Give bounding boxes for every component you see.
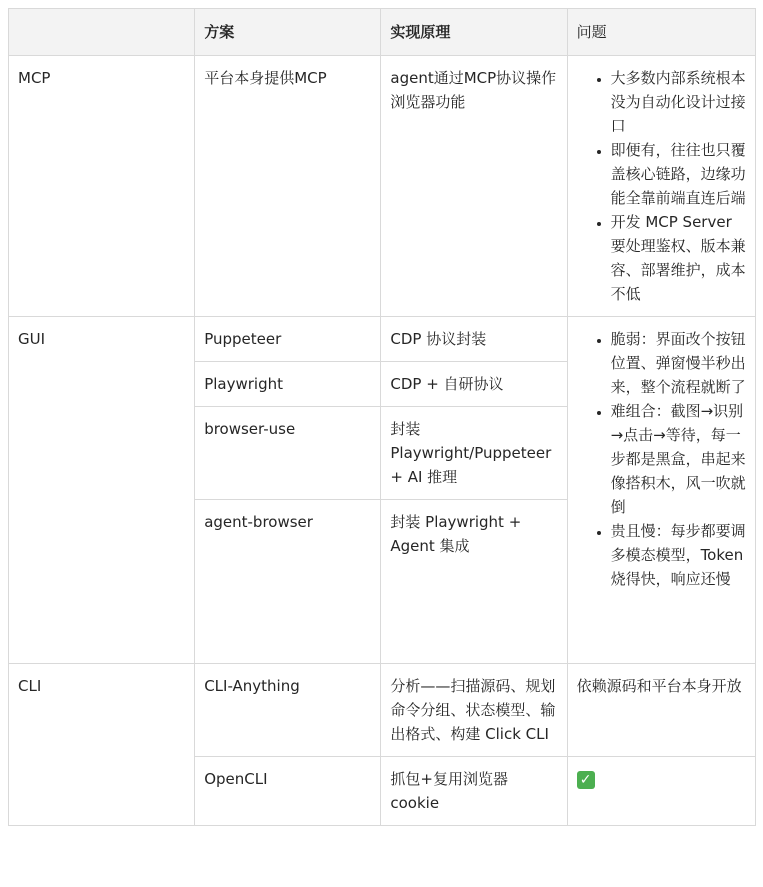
issues-list: [577, 66, 746, 306]
principle-cell: agent通过MCP协议操作浏览器功能: [381, 56, 567, 317]
solution-cell: agent-browser: [195, 500, 381, 664]
category-gui: GUI: [9, 317, 195, 664]
principle-cell: CDP + 自研协议: [381, 362, 567, 407]
solution-cell: Puppeteer: [195, 317, 381, 362]
solution-cell: CLI-Anything: [195, 664, 381, 757]
list-item: • 即便有，往往也只覆盖核心链路，边缘功能全靠前端直连后端: [611, 138, 746, 210]
principle-cell: CDP 协议封装: [381, 317, 567, 362]
solution-cell: OpenCLI: [195, 757, 381, 826]
list-item: • 难组合：截图→识别→点击→等待，每一步都是黑盒，串起来像搭积木，风一吹就倒: [611, 399, 746, 519]
principle-cell: 封装 Playwright + Agent 集成: [381, 500, 567, 664]
issues-cell: [567, 317, 755, 664]
issues-cell: [567, 56, 755, 317]
issues-cell: 依赖源码和平台本身开放: [567, 664, 755, 757]
solution-cell: 平台本身提供MCP: [195, 56, 381, 317]
comparison-table: [8, 8, 756, 826]
principle-cell: 封装 Playwright/Puppeteer + AI 推理: [381, 407, 567, 500]
solution-cell: browser-use: [195, 407, 381, 500]
issues-cell: [567, 757, 755, 826]
list-item: • 脆弱：界面改个按钮位置、弹窗慢半秒出来，整个流程就断了: [611, 327, 746, 399]
header-empty: [9, 9, 195, 56]
category-cli: CLI: [9, 664, 195, 826]
header-issues: 问题: [567, 9, 755, 56]
header-solution: 方案: [195, 9, 381, 56]
principle-cell: 分析——扫描源码、规划命令分组、状态模型、输出格式、构建 Click CLI: [381, 664, 567, 757]
principle-cell: 抓包+复用浏览器 cookie: [381, 757, 567, 826]
table-row-cli: [9, 664, 756, 757]
solution-cell: Playwright: [195, 362, 381, 407]
table-row-mcp: [9, 56, 756, 317]
list-item: • 大多数内部系统根本没为自动化设计过接口: [611, 66, 746, 138]
list-item: • 开发 MCP Server 要处理鉴权、版本兼容、部署维护，成本不低: [611, 210, 746, 306]
list-item: • 贵且慢：每步都要调多模态模型，Token 烧得快，响应还慢: [611, 519, 746, 591]
header-row: [9, 9, 756, 56]
table-row-gui: [9, 317, 756, 362]
issues-list: [577, 327, 746, 591]
header-principle: 实现原理: [381, 9, 567, 56]
category-mcp: MCP: [9, 56, 195, 317]
check-mark-icon: ✓: [577, 771, 595, 789]
